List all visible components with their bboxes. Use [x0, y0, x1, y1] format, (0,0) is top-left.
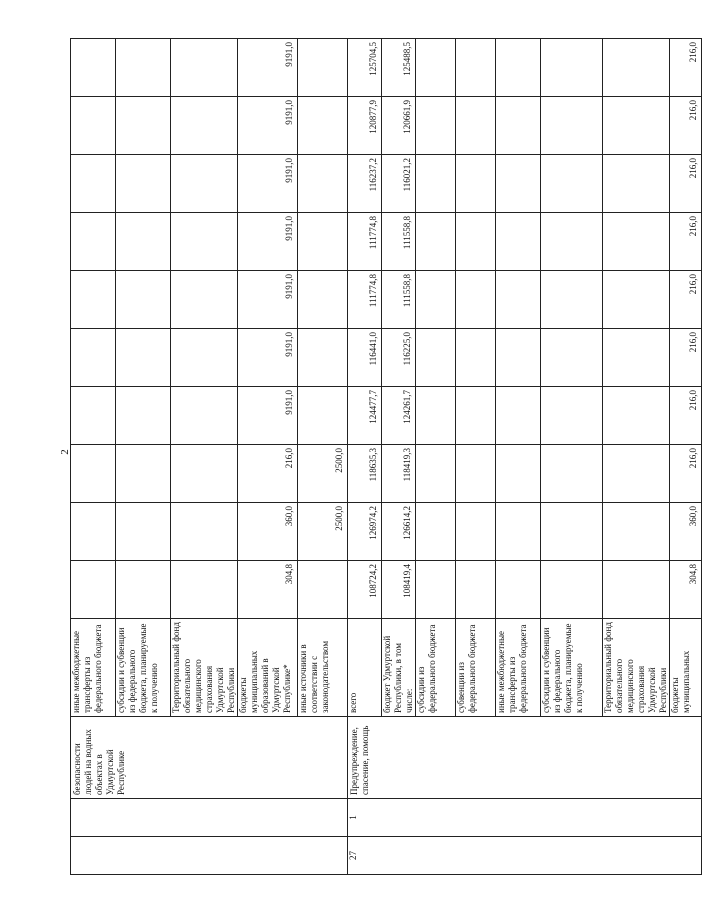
- funding-value-cell: 120877,9: [348, 97, 382, 155]
- funding-value-cell: [496, 387, 541, 445]
- funding-value-cell: [116, 561, 171, 619]
- funding-value-cell: [416, 561, 456, 619]
- funding-source-label: иные межбюджетные трансферты из федерального бюджета: [71, 619, 116, 717]
- funding-value-cell: [71, 387, 116, 445]
- funding-value-cell: [116, 213, 171, 271]
- funding-value-cell: [541, 39, 603, 97]
- funding-value-cell: 118635,3: [348, 445, 382, 503]
- funding-value-cell: [171, 39, 238, 97]
- funding-value-cell: [71, 445, 116, 503]
- funding-value-cell: [603, 39, 670, 97]
- funding-value-cell: [416, 329, 456, 387]
- funding-value-cell: 304,8: [238, 561, 298, 619]
- page-number: 2: [59, 449, 71, 455]
- funding-value-cell: 116021,2: [382, 155, 416, 213]
- funding-value-cell: 116441,0: [348, 329, 382, 387]
- funding-value-cell: [298, 387, 348, 445]
- funding-value-cell: 216,0: [670, 213, 702, 271]
- funding-value-cell: 9191,0: [238, 97, 298, 155]
- funding-source-label: субсидии и субвенции из федерального бюджета, планируемые к получению: [541, 619, 603, 717]
- funding-value-cell: [116, 329, 171, 387]
- funding-value-cell: [71, 561, 116, 619]
- funding-value-cell: 125488,5: [382, 39, 416, 97]
- funding-value-cell: 216,0: [670, 155, 702, 213]
- funding-value-cell: [298, 97, 348, 155]
- funding-value-cell: [496, 503, 541, 561]
- funding-value-cell: [116, 271, 171, 329]
- funding-value-cell: [116, 445, 171, 503]
- funding-source-label: Территориальный фонд обязательного медицинского страхования Удмуртской Республики: [603, 619, 670, 717]
- funding-value-cell: [603, 503, 670, 561]
- subprogram-number-cell: 1: [348, 799, 702, 837]
- funding-value-cell: 120661,9: [382, 97, 416, 155]
- funding-value-cell: [456, 387, 496, 445]
- funding-value-cell: [496, 561, 541, 619]
- funding-value-cell: [298, 39, 348, 97]
- funding-value-cell: [416, 97, 456, 155]
- funding-value-cell: 118419,3: [382, 445, 416, 503]
- funding-value-cell: 216,0: [670, 97, 702, 155]
- funding-source-label: бюджет Удмуртской Республики, в том числе:: [382, 619, 416, 717]
- funding-value-cell: 126614,2: [382, 503, 416, 561]
- funding-value-cell: [416, 503, 456, 561]
- funding-value-cell: [456, 271, 496, 329]
- funding-value-cell: 216,0: [670, 271, 702, 329]
- funding-value-cell: [541, 213, 603, 271]
- funding-value-cell: [541, 155, 603, 213]
- number-cell: [71, 837, 348, 875]
- funding-value-cell: [71, 155, 116, 213]
- funding-source-label: иные источники в соответствии с законодательством: [298, 619, 348, 717]
- funding-value-cell: [541, 329, 603, 387]
- funding-value-cell: [603, 155, 670, 213]
- funding-value-cell: 360,0: [238, 503, 298, 561]
- funding-value-cell: [116, 155, 171, 213]
- funding-value-cell: [456, 213, 496, 271]
- funding-source-label: субсидии из федерального бюджета: [416, 619, 456, 717]
- funding-value-cell: [496, 155, 541, 213]
- funding-value-cell: 124477,7: [348, 387, 382, 445]
- funding-value-cell: 111774,8: [348, 271, 382, 329]
- funding-source-label: субвенции из федерального бюджета: [456, 619, 496, 717]
- funding-value-cell: 216,0: [670, 445, 702, 503]
- funding-table: [70, 38, 702, 875]
- funding-value-cell: [116, 387, 171, 445]
- funding-value-cell: [298, 561, 348, 619]
- funding-value-cell: [496, 97, 541, 155]
- funding-value-cell: 216,0: [238, 445, 298, 503]
- funding-value-cell: [171, 271, 238, 329]
- funding-value-cell: 116225,0: [382, 329, 416, 387]
- funding-value-cell: [416, 387, 456, 445]
- funding-value-cell: [416, 39, 456, 97]
- funding-value-cell: 9191,0: [238, 271, 298, 329]
- funding-value-cell: [71, 271, 116, 329]
- funding-value-cell: [171, 155, 238, 213]
- funding-value-cell: [456, 445, 496, 503]
- funding-value-cell: [603, 271, 670, 329]
- funding-value-cell: 216,0: [670, 329, 702, 387]
- funding-value-cell: [496, 213, 541, 271]
- funding-source-label: бюджеты муниципальных образований в Удмуртской Республике*: [238, 619, 298, 717]
- funding-value-cell: [71, 329, 116, 387]
- subprogram-cell: [71, 799, 348, 837]
- funding-source-label: бюджеты муниципальных: [670, 619, 702, 717]
- funding-value-cell: 9191,0: [238, 213, 298, 271]
- funding-value-cell: 124261,7: [382, 387, 416, 445]
- funding-value-cell: [116, 503, 171, 561]
- row-number-cell: 27: [348, 837, 702, 875]
- funding-value-cell: [171, 387, 238, 445]
- funding-value-cell: 2500,0: [298, 445, 348, 503]
- funding-value-cell: 216,0: [670, 39, 702, 97]
- funding-value-cell: [603, 329, 670, 387]
- funding-value-cell: [416, 155, 456, 213]
- funding-value-cell: [456, 561, 496, 619]
- funding-value-cell: 125704,5: [348, 39, 382, 97]
- funding-value-cell: [171, 97, 238, 155]
- funding-value-cell: 126974,2: [348, 503, 382, 561]
- funding-value-cell: [171, 329, 238, 387]
- funding-value-cell: [603, 213, 670, 271]
- funding-value-cell: 111558,8: [382, 271, 416, 329]
- funding-value-cell: [116, 97, 171, 155]
- funding-value-cell: 360,0: [670, 503, 702, 561]
- funding-value-cell: 116237,2: [348, 155, 382, 213]
- table-row: [348, 39, 382, 875]
- funding-value-cell: [298, 271, 348, 329]
- funding-source-label: Территориальный фонд обязательного медицинского страхования Удмуртской Республики: [171, 619, 238, 717]
- funding-value-cell: [456, 329, 496, 387]
- funding-source-label: иные межбюджетные трансферты из федерального бюджета: [496, 619, 541, 717]
- funding-value-cell: 111558,8: [382, 213, 416, 271]
- funding-value-cell: [416, 445, 456, 503]
- funding-value-cell: [116, 39, 171, 97]
- funding-value-cell: [416, 271, 456, 329]
- funding-value-cell: [456, 155, 496, 213]
- funding-value-cell: [416, 213, 456, 271]
- funding-value-cell: [541, 445, 603, 503]
- funding-value-cell: [298, 329, 348, 387]
- funding-value-cell: [541, 271, 603, 329]
- funding-value-cell: [496, 445, 541, 503]
- program-name-cell: Предупреждение, спасение, помощь: [348, 717, 702, 799]
- funding-value-cell: [171, 445, 238, 503]
- funding-value-cell: [541, 561, 603, 619]
- funding-value-cell: [298, 155, 348, 213]
- funding-source-label: субсидии и субвенции из федерального бюджета, планируемые к получению: [116, 619, 171, 717]
- funding-value-cell: 111774,8: [348, 213, 382, 271]
- funding-value-cell: 304,8: [670, 561, 702, 619]
- funding-value-cell: [603, 445, 670, 503]
- funding-value-cell: 216,0: [670, 387, 702, 445]
- funding-value-cell: [171, 213, 238, 271]
- funding-value-cell: 9191,0: [238, 39, 298, 97]
- funding-value-cell: 9191,0: [238, 387, 298, 445]
- funding-source-label: всего: [348, 619, 382, 717]
- funding-value-cell: [541, 387, 603, 445]
- funding-value-cell: 108724,2: [348, 561, 382, 619]
- funding-value-cell: [71, 503, 116, 561]
- funding-value-cell: [456, 97, 496, 155]
- table-row: [71, 39, 116, 875]
- funding-value-cell: 9191,0: [238, 329, 298, 387]
- funding-value-cell: [603, 561, 670, 619]
- funding-value-cell: [541, 503, 603, 561]
- funding-value-cell: [541, 97, 603, 155]
- funding-value-cell: [603, 97, 670, 155]
- funding-value-cell: [171, 503, 238, 561]
- funding-value-cell: 9191,0: [238, 155, 298, 213]
- program-name-cell: безопасности людей на водных объектах в Удмуртской Республике: [71, 717, 348, 799]
- funding-value-cell: 2500,0: [298, 503, 348, 561]
- funding-value-cell: [71, 97, 116, 155]
- funding-value-cell: [71, 39, 116, 97]
- funding-value-cell: [71, 213, 116, 271]
- funding-value-cell: [456, 503, 496, 561]
- funding-value-cell: [298, 213, 348, 271]
- funding-value-cell: [603, 387, 670, 445]
- funding-value-cell: [496, 329, 541, 387]
- funding-value-cell: [171, 561, 238, 619]
- funding-value-cell: [496, 271, 541, 329]
- funding-value-cell: [456, 39, 496, 97]
- funding-value-cell: [496, 39, 541, 97]
- funding-value-cell: 108419,4: [382, 561, 416, 619]
